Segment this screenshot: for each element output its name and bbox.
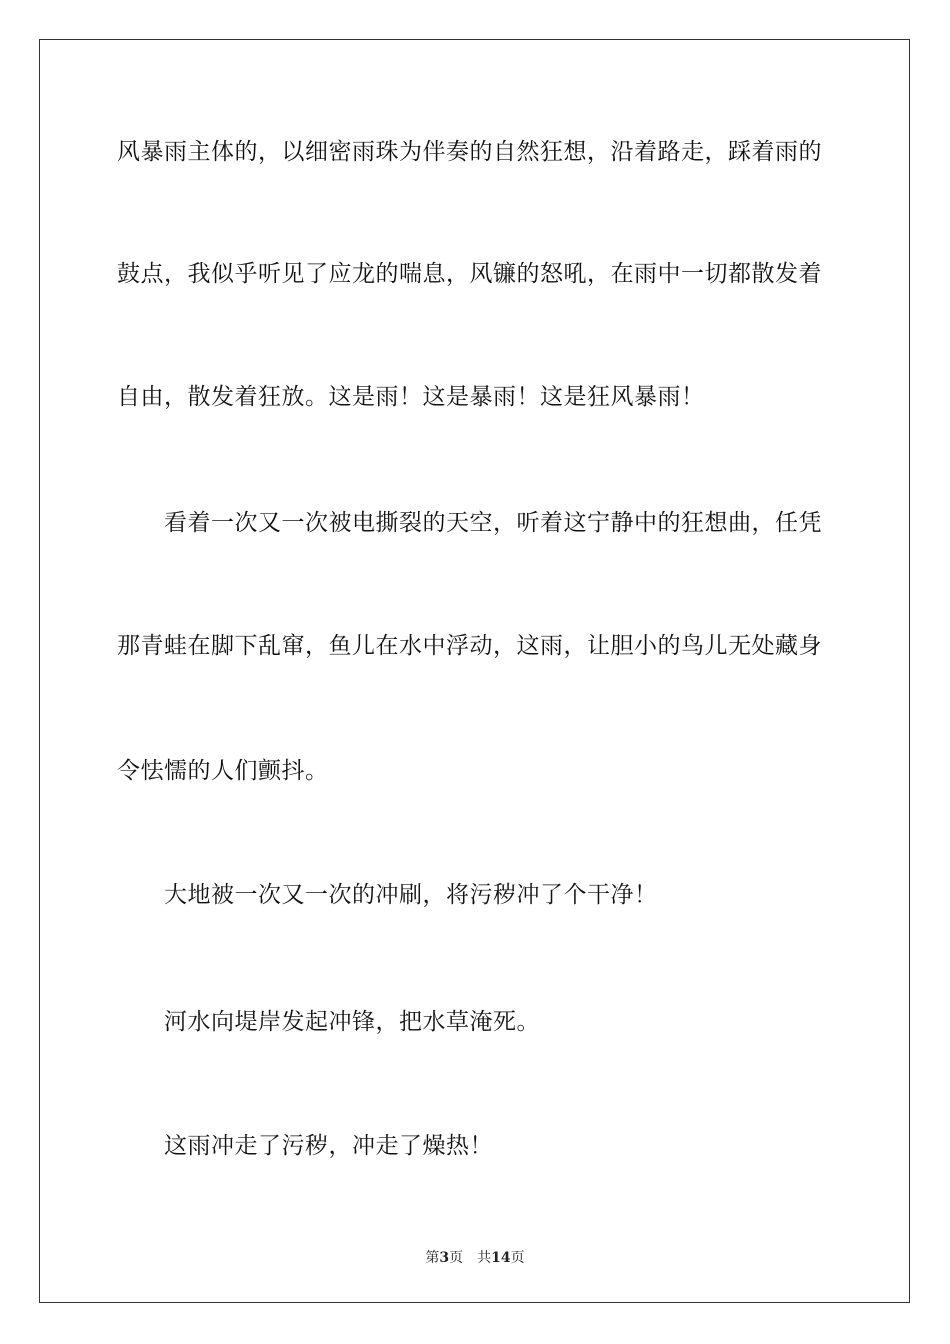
- paragraph-line: 看着一次又一次被电撕裂的天空，听着这宁静中的狂想曲，任凭: [164, 510, 822, 536]
- paragraph-line: 风暴雨主体的，以细密雨珠为伴奏的自然狂想，沿着路走，踩着雨的: [117, 139, 822, 165]
- total-suffix: 页: [510, 1250, 525, 1266]
- paragraph-line: 大地被一次又一次的冲刷，将污秽冲了个干净！: [164, 882, 658, 908]
- page-prefix: 第: [425, 1250, 440, 1266]
- page-footer: [0, 1249, 950, 1267]
- paragraph-line: 这雨冲走了污秽，冲走了燥热！: [164, 1133, 493, 1159]
- page-frame: [39, 39, 910, 1303]
- total-pages: 14: [491, 1250, 511, 1266]
- total-prefix: 共: [477, 1250, 492, 1266]
- page-number: 3: [439, 1250, 450, 1266]
- paragraph-line: 那青蛙在脚下乱窜，鱼儿在水中浮动，这雨，让胆小的鸟儿无处藏身: [117, 633, 822, 659]
- paragraph-line: 鼓点，我似乎听见了应龙的喘息，风镰的怒吼，在雨中一切都散发着: [117, 261, 822, 287]
- paragraph-line: 自由，散发着狂放。这是雨！这是暴雨！这是狂风暴雨！: [117, 384, 705, 410]
- page-suffix: 页: [449, 1250, 464, 1266]
- paragraph-line: 令怯懦的人们颤抖。: [117, 758, 329, 784]
- paragraph-line: 河水向堤岸发起冲锋，把水草淹死。: [164, 1009, 540, 1035]
